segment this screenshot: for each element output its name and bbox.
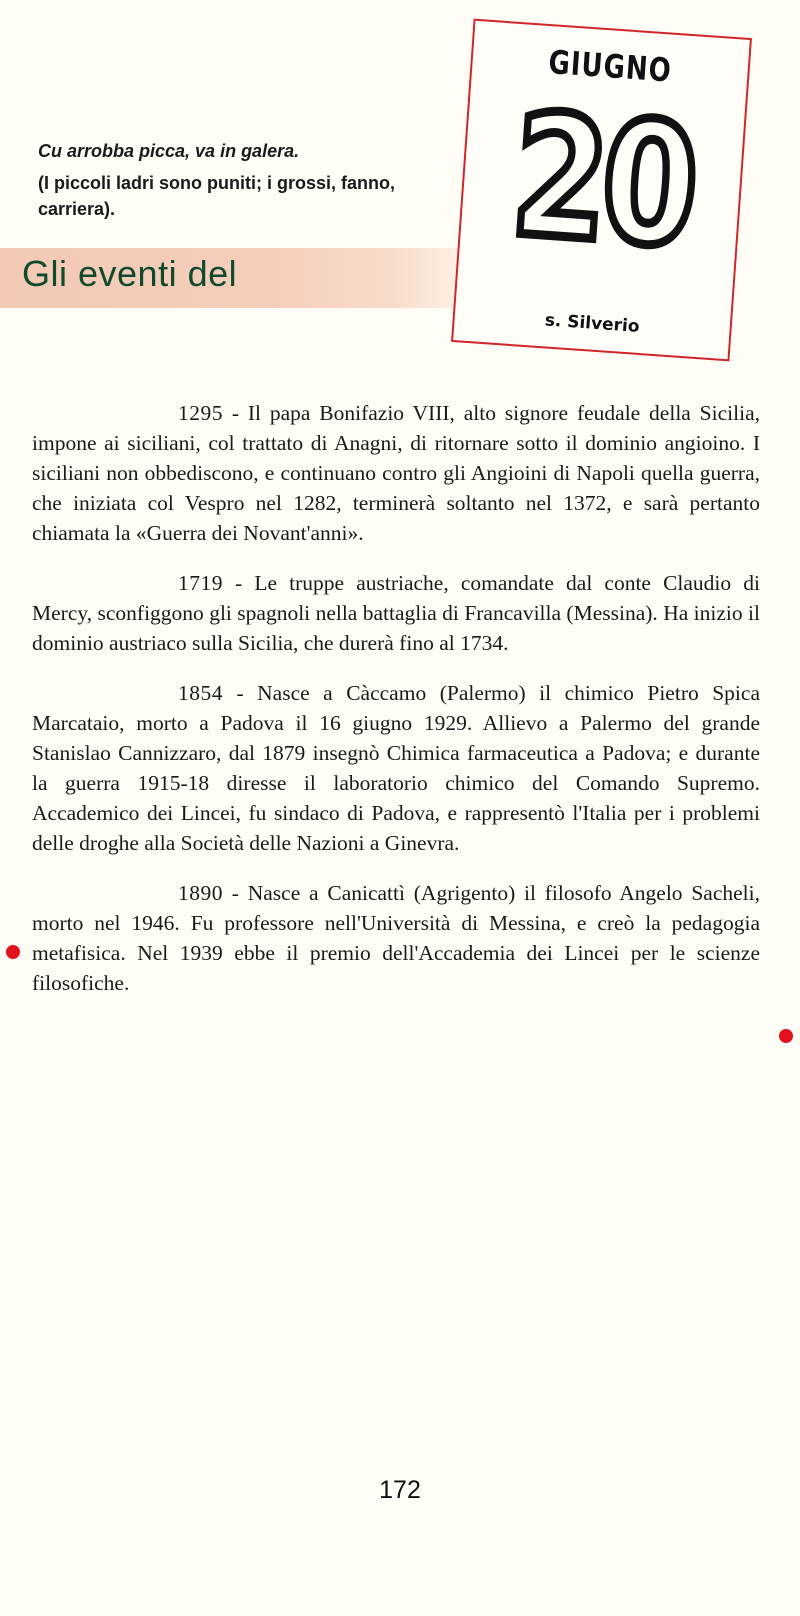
event-text: Il papa Bonifazio VIII, alto signore feudale della Sicilia, impone ai siciliani, col trattato di Anagni, di ritornare sotto il dominio angioino. I siciliani non obbediscono, e continuano contro gli Angioini di Napoli quella guerra, che iniziata col Vespro nel 1282, terminerà soltanto nel 1372, e sarà pertanto chiamata la «Guerra dei Novant'anni». — [32, 401, 760, 545]
proverb — [38, 138, 438, 222]
event-entry — [32, 678, 760, 858]
calendar-month: GIUGNO — [547, 44, 673, 91]
event-text: Le truppe austriache, comandate dal conte Claudio di Mercy, sconfiggono gli spagnoli nella battaglia di Francavilla (Messina). Ha inizio il dominio austriaco sulla Sicilia, che durerà fino al 1734. — [32, 571, 760, 655]
calendar-day: 20 — [506, 77, 699, 286]
proverb-dialect: Cu arrobba picca, va in galera. — [38, 141, 300, 161]
event-text: Nasce a Càccamo (Palermo) il chimico Pietro Spica Marcataio, morto a Padova il 16 giugno 1929. Allievo a Palermo del grande Stanislao Cannizzaro, dal 1879 insegnò Chimica farmaceutica a Padova; e durante la guerra 1915-18 diresse il laboratorio chimico del Comando Supremo. Accademico dei Lincei, fu sindaco di Padova, e rappresentò l'Italia per i problemi delle droghe alla Società delle Nazioni a Ginevra. — [32, 681, 760, 855]
event-separator: - — [223, 881, 248, 905]
events-list — [32, 398, 760, 1018]
event-separator: - — [223, 571, 255, 595]
event-year: 1719 — [178, 571, 223, 595]
proverb-translation: (I piccoli ladri sono puniti; i grossi, fanno, carriera). — [38, 173, 396, 219]
event-year: 1854 — [178, 681, 223, 705]
event-separator: - — [223, 401, 248, 425]
calendar-saint: s. Silverio — [544, 310, 641, 337]
event-text: Nasce a Canicattì (Agrigento) il filosofo Angelo Sacheli, morto nel 1946. Fu professore nell'Università di Messina, e creò la pedagogia metafisica. Nel 1939 ebbe il premio dell'Accademia dei Lincei per le scienze filosofiche. — [32, 881, 760, 995]
event-entry — [32, 398, 760, 548]
event-entry — [32, 568, 760, 658]
event-separator: - — [223, 681, 258, 705]
red-marker-dot — [779, 1029, 793, 1043]
event-year: 1890 — [178, 881, 223, 905]
section-title: Gli eventi del — [22, 253, 238, 294]
event-entry — [32, 878, 760, 998]
event-year: 1295 — [178, 401, 223, 425]
red-marker-dot — [6, 945, 20, 959]
calendar-date-card — [451, 19, 752, 362]
page-number: 172 — [379, 1476, 421, 1504]
